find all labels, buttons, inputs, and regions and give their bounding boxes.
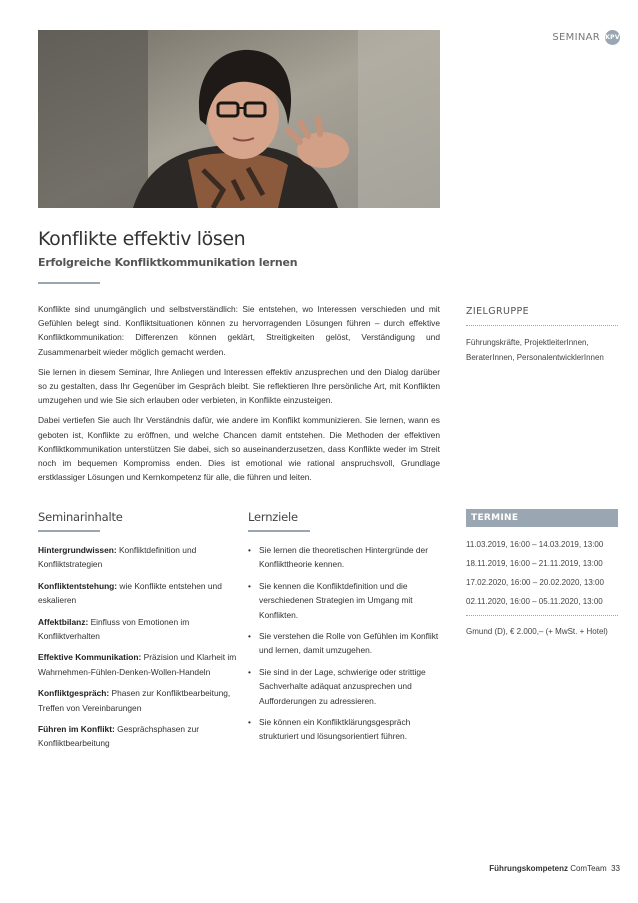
goal-item [248,629,444,658]
bullet-icon: • [248,580,251,591]
intro-paragraph: Konflikte sind unumgänglich und selbstverständlich: Sie entstehen, wo Interessen verschieden und mit Gefühlen belegt sind. Konfliktsituationen können zu hervorragenden Lösungen führen – durch effektive Konfliktkommunikation: Differenzen können geklärt, Streitigkeiten gelöst, Verständigung und Zusammenarbeit wieder möglich gemacht werden. [38,304,440,357]
bullet-icon: • [248,666,251,677]
zielgruppe-heading: ZIELGRUPPE [466,306,618,326]
goal-item [248,579,444,622]
content-term: Konfliktgespräch: [38,688,110,699]
hero-photo [38,30,440,208]
bullet-icon: • [248,717,251,728]
footer-section: Führungskompetenz [489,864,568,873]
goal-item [248,665,444,708]
intro-paragraph: Dabei vertiefen Sie auch Ihr Verständnis dafür, wie andere im Konflikt kommunizieren. Sie lernen, wann es geboten ist, Konflikte zu eröffnen, und welche Chancen damit entstehen. Die Methoden der effektiven Konfliktkommunikation unterstützen Sie dabei, sich so auseinanderzusetzen, dass Konflikte weder im Streit noch im bequemen Kompromiss enden. Dies ist emotional wie rational anspruchsvoll, Grundlage erstklassiger Lösungen und Kernkompetenz für alle, die führen und leiten. [38,415,440,483]
seminar-label: SEMINAR [552,32,600,43]
footer-brand: ComTeam [570,864,607,873]
content-item [38,615,238,644]
page-subtitle: Erfolgreiche Konfliktkommunikation lernen [38,256,298,269]
termin-date: 11.03.2019, 16:00 – 14.03.2019, 13:00 [466,540,604,549]
goal-text: Sie lernen die theoretischen Hintergründe der Konflikttheorie kennen. [259,545,429,570]
content-term: Führen im Konflikt: [38,724,115,735]
intro-text [38,302,440,490]
termin-date: 18.11.2019, 16:00 – 21.11.2019, 13:00 [466,559,603,568]
bullet-icon: • [248,545,251,555]
goal-text: Sie sind in der Lage, schwierige oder strittige Sachverhalte adäquat anzusprechen und Aufforderungen zu adressieren. [259,666,426,706]
page-number: 33 [611,864,620,873]
content-text: Phasen zur Konfliktbearbeitung, Treffen von Vereinbarungen [38,688,231,713]
content-term: Hintergrundwissen: [38,545,117,555]
content-term: Konfliktentstehung: [38,580,118,591]
termin-location-price: Gmund (D), € 2.000,– (+ MwSt. + Hotel) [466,627,608,636]
seminar-icon: KPV [605,30,620,45]
seminar-badge [552,30,620,45]
page-title: Konflikte effektiv lösen [38,228,246,250]
content-term: Effektive Kommunikation: [38,652,142,663]
content-item [38,686,238,715]
person-photo-icon [38,30,440,208]
title-divider [38,282,100,284]
content-term: Affektbilanz: [38,616,89,627]
lernziele-list [248,543,444,751]
content-text: Präzision und Klarheit im Wahrnehmen-Fühlen-Denken-Wollen-Handeln [38,652,237,677]
content-item [38,650,238,679]
lernziele-heading: Lernziele [248,510,298,524]
termine-heading: TERMINE [466,509,618,527]
zielgruppe-text: Führungskräfte, ProjektleiterInnen, BeraterInnen, PersonalentwicklerInnen [466,338,604,362]
goal-text: Sie kennen die Konfliktdefinition und die verschiedenen Strategien im Umgang mit Konflikten. [259,580,413,620]
content-text: Einfluss von Emotionen im Konfliktverhalten [38,616,190,642]
termine-list [466,535,618,611]
page-footer [489,864,620,873]
goal-text: Sie können ein Konfliktklärungsgespräch strukturiert und lösungsorientiert führen. [259,717,411,742]
termine-divider [466,615,618,616]
content-item [38,543,238,572]
goal-text: Sie verstehen die Rolle von Gefühlen im Konflikt und lernen, damit umzugehen. [259,631,439,656]
termin-date: 17.02.2020, 16:00 – 20.02.2020, 13:00 [466,578,604,587]
intro-paragraph: Sie lernen in diesem Seminar, Ihre Anliegen und Interessen effektiv anzusprechen und den Dialog darüber so zu gestalten, dass Ihr Gegenüber im Gespräch bleibt. Sie reflektieren Ihre persönliche Art, mit Konflikten umzugehen und wie Sie sich erlauben oder verbieten, in Konflikte einzusteigen. [38,366,440,406]
content-text: wie Konflikte entstehen und eskalieren [38,580,222,606]
bullet-icon: • [248,631,251,642]
content-item [38,579,238,608]
goal-item [248,543,444,572]
seminarinhalte-divider [38,530,100,532]
content-text: Konfliktdefinition und Konfliktstrategien [38,545,197,570]
seminarinhalte-list [38,543,238,758]
zielgruppe-box [466,306,618,365]
content-item [38,722,238,751]
termine-box [466,509,618,641]
termin-date: 02.11.2020, 16:00 – 05.11.2020, 13:00 [466,597,603,606]
lernziele-divider [248,530,310,532]
content-text: Gesprächsphasen zur Konfliktbearbeitung [38,724,200,749]
seminarinhalte-heading: Seminarinhalte [38,510,123,524]
goal-item [248,715,444,744]
